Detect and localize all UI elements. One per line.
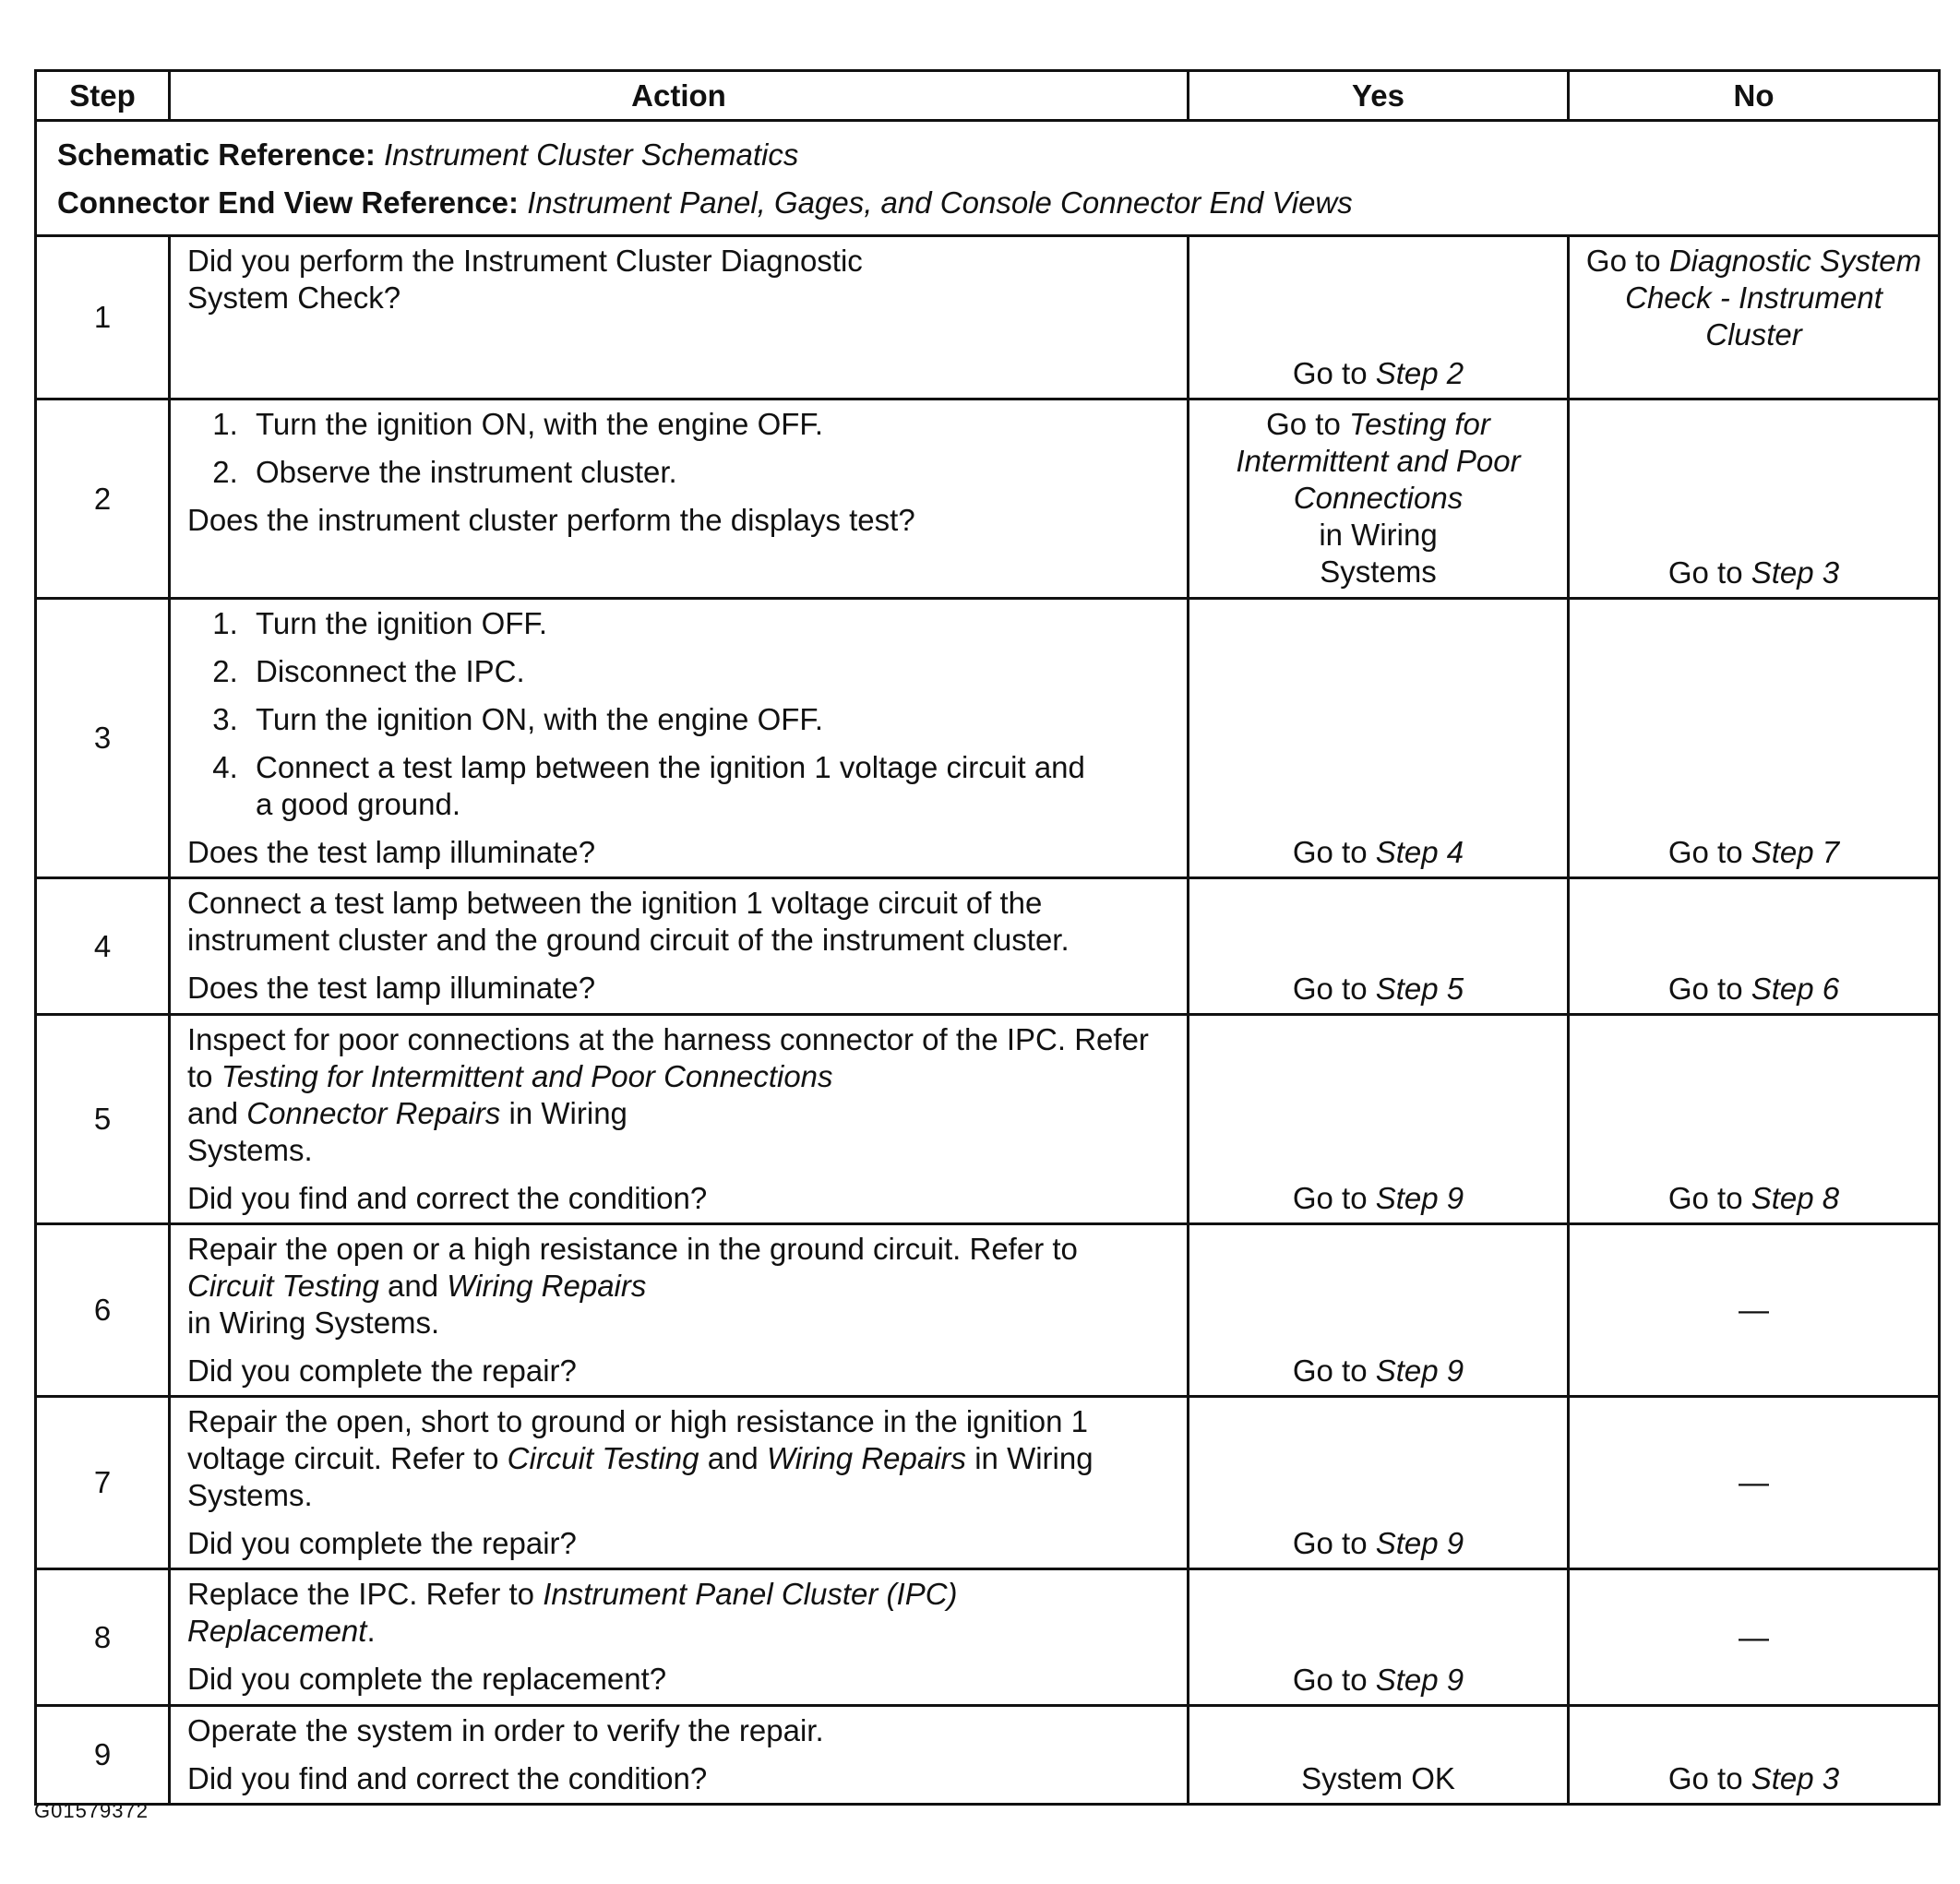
no-answer-dash: — bbox=[1739, 1465, 1769, 1499]
yes-cell bbox=[1189, 1569, 1569, 1706]
action-text-part: in Wiring bbox=[500, 1096, 627, 1130]
action-question: Does the instrument cluster perform the displays test? bbox=[187, 503, 915, 537]
table-row bbox=[36, 878, 1940, 1015]
yes-cell bbox=[1189, 399, 1569, 599]
no-prefix: Go to bbox=[1667, 972, 1751, 1006]
no-answer-dash: — bbox=[1739, 1293, 1769, 1327]
action-text-part: and bbox=[187, 1096, 247, 1130]
action-text: Connect a test lamp between the ignition 1 voltage circuit of the instrument cluster and the ground circuit of the instrument cluster. bbox=[187, 886, 1070, 957]
no-cell bbox=[1569, 1015, 1940, 1224]
table-row bbox=[36, 1224, 1940, 1397]
yes-prefix: Go to bbox=[1266, 407, 1349, 441]
action-cell bbox=[170, 878, 1189, 1015]
no-cell bbox=[1569, 1569, 1940, 1706]
action-step-item: 2. Observe the instrument cluster. bbox=[246, 454, 1168, 491]
action-text bbox=[187, 1403, 1175, 1514]
figure-id: G01579372 bbox=[34, 1799, 149, 1822]
yes-suffix: in Wiring Systems bbox=[1319, 518, 1438, 589]
reference-link: Circuit Testing bbox=[507, 1441, 699, 1475]
yes-link: Step 5 bbox=[1375, 972, 1464, 1006]
table-header-row bbox=[36, 71, 1940, 121]
no-prefix: Go to bbox=[1667, 835, 1751, 869]
yes-prefix: Go to bbox=[1292, 1181, 1376, 1215]
action-text-part: Repair the open, short to ground or high resistance in the ignition 1 voltage circuit. Refer to bbox=[187, 1404, 1088, 1475]
action-question: Did you complete the repair? bbox=[187, 1526, 577, 1560]
yes-link: Testing for Intermittent and Poor Connections bbox=[1236, 407, 1521, 515]
step-number: 2 bbox=[36, 399, 170, 599]
yes-cell bbox=[1189, 1706, 1569, 1805]
no-cell bbox=[1569, 878, 1940, 1015]
no-link: Step 6 bbox=[1751, 972, 1840, 1006]
table-row bbox=[36, 1569, 1940, 1706]
step-number: 9 bbox=[36, 1706, 170, 1805]
no-cell bbox=[1569, 1397, 1940, 1569]
step-number: 1 bbox=[36, 236, 170, 399]
action-question: Did you complete the repair? bbox=[187, 1353, 577, 1388]
yes-cell bbox=[1189, 1015, 1569, 1224]
action-step-item: 3. Turn the ignition ON, with the engine OFF. bbox=[246, 701, 1168, 738]
yes-link: Step 9 bbox=[1375, 1181, 1464, 1215]
action-text-part: . bbox=[366, 1614, 376, 1648]
action-text-part: Systems. bbox=[187, 1133, 313, 1167]
no-prefix: Go to bbox=[1667, 1181, 1751, 1215]
schematic-reference-value: Instrument Cluster Schematics bbox=[384, 137, 799, 172]
connector-reference-label: Connector End View Reference: bbox=[57, 185, 520, 220]
action-question: Does the test lamp illuminate? bbox=[187, 835, 596, 869]
action-text-part: and bbox=[378, 1269, 448, 1303]
action-step-item: 1. Turn the ignition ON, with the engine OFF. bbox=[246, 406, 1168, 443]
step-number: 6 bbox=[36, 1224, 170, 1397]
yes-link: Step 4 bbox=[1375, 835, 1464, 869]
yes-prefix: Go to bbox=[1292, 1353, 1376, 1388]
action-text-part: in Wiring Systems. bbox=[187, 1306, 440, 1340]
action-cell bbox=[170, 1224, 1189, 1397]
yes-prefix: Go to bbox=[1292, 835, 1376, 869]
yes-cell bbox=[1189, 1224, 1569, 1397]
table-row bbox=[36, 1015, 1940, 1224]
yes-prefix: Go to bbox=[1292, 972, 1376, 1006]
no-link: Step 7 bbox=[1751, 835, 1840, 869]
reference-link: Connector Repairs bbox=[246, 1096, 501, 1130]
action-question: Does the test lamp illuminate? bbox=[187, 971, 596, 1005]
table-row bbox=[36, 1706, 1940, 1805]
table-row bbox=[36, 236, 1940, 399]
table-row bbox=[36, 399, 1940, 599]
yes-prefix: Go to bbox=[1292, 356, 1376, 390]
yes-link: Step 9 bbox=[1375, 1663, 1464, 1697]
yes-prefix: Go to bbox=[1292, 1526, 1376, 1560]
reference-cell bbox=[36, 121, 1940, 236]
action-question: Did you find and correct the condition? bbox=[187, 1181, 708, 1215]
action-text bbox=[187, 1231, 1147, 1341]
reference-link: Wiring Repairs bbox=[766, 1441, 967, 1475]
yes-link: Step 2 bbox=[1375, 356, 1464, 390]
yes-cell bbox=[1189, 599, 1569, 878]
action-text-part: Repair the open or a high resistance in the ground circuit. Refer to bbox=[187, 1232, 1078, 1266]
no-prefix: Go to bbox=[1667, 1761, 1751, 1795]
connector-reference bbox=[57, 179, 1918, 227]
no-link: Step 3 bbox=[1751, 555, 1840, 590]
action-cell bbox=[170, 1706, 1189, 1805]
action-text: Operate the system in order to verify the repair. bbox=[187, 1713, 824, 1747]
yes-link: Step 9 bbox=[1375, 1526, 1464, 1560]
action-text bbox=[187, 1576, 1055, 1650]
no-cell bbox=[1569, 1706, 1940, 1805]
reference-link: Wiring Repairs bbox=[447, 1269, 647, 1303]
action-step-item: 2. Disconnect the IPC. bbox=[246, 653, 1168, 690]
header-action: Action bbox=[170, 71, 1189, 121]
no-link: Step 8 bbox=[1751, 1181, 1840, 1215]
no-prefix: Go to bbox=[1667, 555, 1751, 590]
action-text-part: Inspect for poor connections at the harness connector of the IPC. Refer to bbox=[187, 1022, 1149, 1093]
step-number: 7 bbox=[36, 1397, 170, 1569]
step-number: 4 bbox=[36, 878, 170, 1015]
action-steps-list bbox=[187, 605, 1168, 823]
action-question: Did you find and correct the condition? bbox=[187, 1761, 708, 1795]
no-cell bbox=[1569, 1224, 1940, 1397]
action-text-part: in Wiring Systems. bbox=[187, 1441, 1094, 1512]
no-cell bbox=[1569, 236, 1940, 399]
no-cell bbox=[1569, 599, 1940, 878]
reference-link: Circuit Testing bbox=[187, 1269, 379, 1303]
action-text: Did you perform the Instrument Cluster Diagnostic System Check? bbox=[187, 244, 863, 315]
schematic-reference-label: Schematic Reference: bbox=[57, 137, 376, 172]
no-prefix: Go to bbox=[1585, 244, 1669, 278]
reference-row bbox=[36, 121, 1940, 236]
action-text-part: Replace the IPC. Refer to bbox=[187, 1577, 544, 1611]
action-cell bbox=[170, 599, 1189, 878]
no-link: Diagnostic System Check - Instrument Cluster bbox=[1625, 244, 1922, 352]
table-row bbox=[36, 599, 1940, 878]
action-step-item: 1. Turn the ignition OFF. bbox=[246, 605, 1168, 642]
action-text bbox=[187, 1021, 1165, 1169]
action-cell bbox=[170, 236, 1189, 399]
reference-link: Instrument Panel Cluster (IPC) Replacement bbox=[187, 1577, 958, 1648]
action-question: Did you complete the replacement? bbox=[187, 1662, 667, 1696]
table-row bbox=[36, 1397, 1940, 1569]
step-number: 3 bbox=[36, 599, 170, 878]
action-cell bbox=[170, 399, 1189, 599]
action-cell bbox=[170, 1015, 1189, 1224]
yes-link: Step 9 bbox=[1375, 1353, 1464, 1388]
yes-cell bbox=[1189, 1397, 1569, 1569]
no-link: Step 3 bbox=[1751, 1761, 1840, 1795]
action-cell bbox=[170, 1569, 1189, 1706]
no-answer-dash: — bbox=[1739, 1619, 1769, 1654]
step-number: 8 bbox=[36, 1569, 170, 1706]
action-step-item: 4. Connect a test lamp between the ignition 1 voltage circuit and a good ground. bbox=[246, 749, 1105, 823]
action-steps-list bbox=[187, 406, 1168, 491]
schematic-reference bbox=[57, 131, 1918, 179]
step-number: 5 bbox=[36, 1015, 170, 1224]
yes-answer: System OK bbox=[1301, 1761, 1455, 1795]
connector-reference-value: Instrument Panel, Gages, and Console Connector End Views bbox=[527, 185, 1353, 220]
action-text-part: and bbox=[699, 1441, 767, 1475]
no-cell bbox=[1569, 399, 1940, 599]
action-cell bbox=[170, 1397, 1189, 1569]
yes-cell bbox=[1189, 236, 1569, 399]
yes-cell bbox=[1189, 878, 1569, 1015]
reference-link: Testing for Intermittent and Poor Connections bbox=[221, 1059, 833, 1093]
header-yes: Yes bbox=[1189, 71, 1569, 121]
yes-prefix: Go to bbox=[1292, 1663, 1376, 1697]
header-no: No bbox=[1569, 71, 1940, 121]
diagnostic-table bbox=[34, 69, 1941, 1806]
header-step: Step bbox=[36, 71, 170, 121]
